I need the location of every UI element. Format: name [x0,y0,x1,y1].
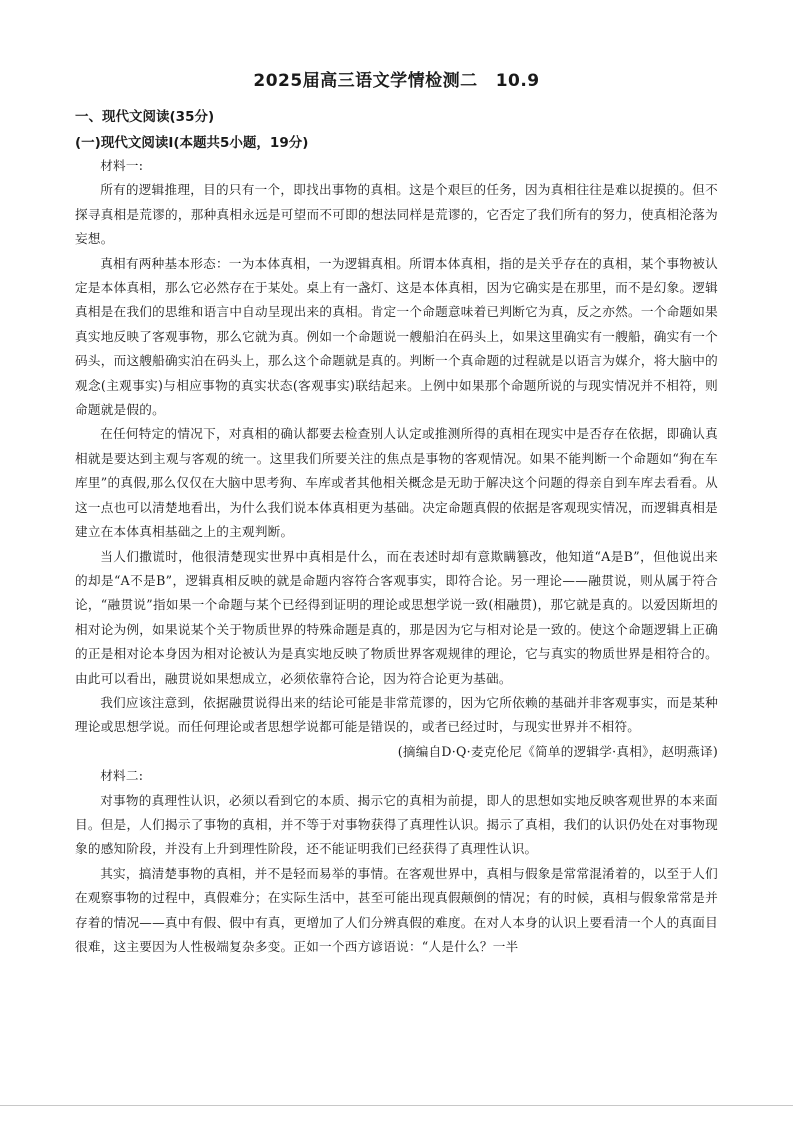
section-heading: 一、现代文阅读(35分) [75,109,215,125]
page-title [0,66,793,91]
material2-label: 材料二: [100,768,144,784]
passage-body [75,154,718,959]
material1-paragraph: 真相有两种基本形态：一为本体真相，一为逻辑真相。所谓本体真相，指的是关乎存在的真相，某个事物被认定是本体真相，那么它必然存在于某处。桌上有一盏灯、这是本体真相，因为它确实是在那里，而不是幻象。逻辑真相是在我们的思维和语言中自动呈现出来的真相。肯定一个命题意味着已判断它为真，反之亦然。一个命题如果真实地反映了客观事物，那么它就为真。例如一个命题说一艘船泊在码头上，如果这里确实有一艘船，确实有一个码头，而这艘船确实泊在码头上，那么这个命题就是真的。判断一个真命题的过程就是以语言为媒介，将大脑中的观念(主观事实)与相应事物的真实状态(客观事实)联结起来。上例中如果那个命题所说的与现实情况并不相符，则命题就是假的。 [75,255,718,418]
material1-label: 材料一: [100,158,144,173]
material2-paragraph: 其实，搞清楚事物的真相，并不是轻而易举的事情。在客观世界中，真相与假象是常常混淆着的，以至于人们在观察事物的过程中，真假难分；在实际生活中，甚至可能出现真假颠倒的情况；有的时候，真相与假象常常是并存着的情况——真中有假、假中有真，更增加了人们分辨真假的难度。在对人本身的认识上要看清一个人的真面目很难，这主要因为人性极端复杂多变。正如一个西方谚语说：“人是什么？一半 [75,865,718,954]
material2-paragraph: 对事物的真理性认识，必须以看到它的本质、揭示它的真相为前提，即人的思想如实地反映客观世界的本来面目。但是，人们揭示了事物的真相，并不等于对事物获得了真理性认识。揭示了真相，我们的认识仍处在对事物现象的感知阶段，并没有上升到理性阶段，还不能证明我们已经获得了真理性认识。 [75,792,718,857]
page-bottom-divider [0,1105,793,1106]
subsection-heading: (一)现代文阅读Ⅰ(本题共5小题，19分) [75,135,309,151]
material1-paragraph: 所有的逻辑推理，目的只有一个，即找出事物的真相。这是个艰巨的任务，因为真相往往是难以捉摸的。但不探寻真相是荒谬的，那种真相永远是可望而不可即的想法同样是荒谬的，它否定了我们所有的努力，使真相沦落为妄想。 [75,182,718,247]
exam-date: 10.9 [495,71,540,91]
exam-title: 2025届高三语文学情检测二 [253,71,478,91]
material1-source: (摘编自D·Q·麦克伦尼《简单的逻辑学·真相》，赵明燕译) [397,743,718,759]
material1-paragraph: 当人们撒谎时，他很清楚现实世界中真相是什么，而在表述时却有意欺瞒篡改，他知道“A是B”，但他说出来的却是“A不是B”，逻辑真相反映的就是命题内容符合客观事实，即符合论。另一理论——融贯说，则从属于符合论，“融贯说”指如果一个命题与某个已经得到证明的理论或思想学说一致(相融贯)，那它就是真的。以爱因斯坦的相对论为例，如果说某个关于物质世界的特殊命题是真的，那是因为它与相对论是一致的。使这个命题逻辑上正确的正是相对论本身因为相对论被认为是真实地反映了物质世界客观规律的理论，它与真实的物质世界是相符合的。由此可以看出，融贯说如果想成立，必须依靠符合论，因为符合论更为基础。 [75,548,718,686]
material1-paragraph: 在任何特定的情况下，对真相的确认都要去检查别人认定或推测所得的真相在现实中是否存在依据，即确认真相就是要达到主观与客观的统一。这里我们所要关注的焦点是事物的客观情况。如果不能判断一个命题如“狗在车库里”的真假,那么仅仅在大脑中思考狗、车库或者其他相关概念是无助于解决这个问题的得亲自到车库去看看。从这一点也可以清楚地看出，为什么我们说本体真相更为基础。决定命题真假的依据是客观现实情况，而逻辑真相是建立在本体真相基础之上的主观判断。 [75,426,718,540]
material1-paragraph: 我们应该注意到，依据融贯说得出来的结论可能是非常荒谬的，因为它所依赖的基础并非客观事实，而是某种理论或思想学说。而任何理论或者思想学说都可能是错误的，或者已经过时，与现实世界并不相符。 [75,694,718,735]
